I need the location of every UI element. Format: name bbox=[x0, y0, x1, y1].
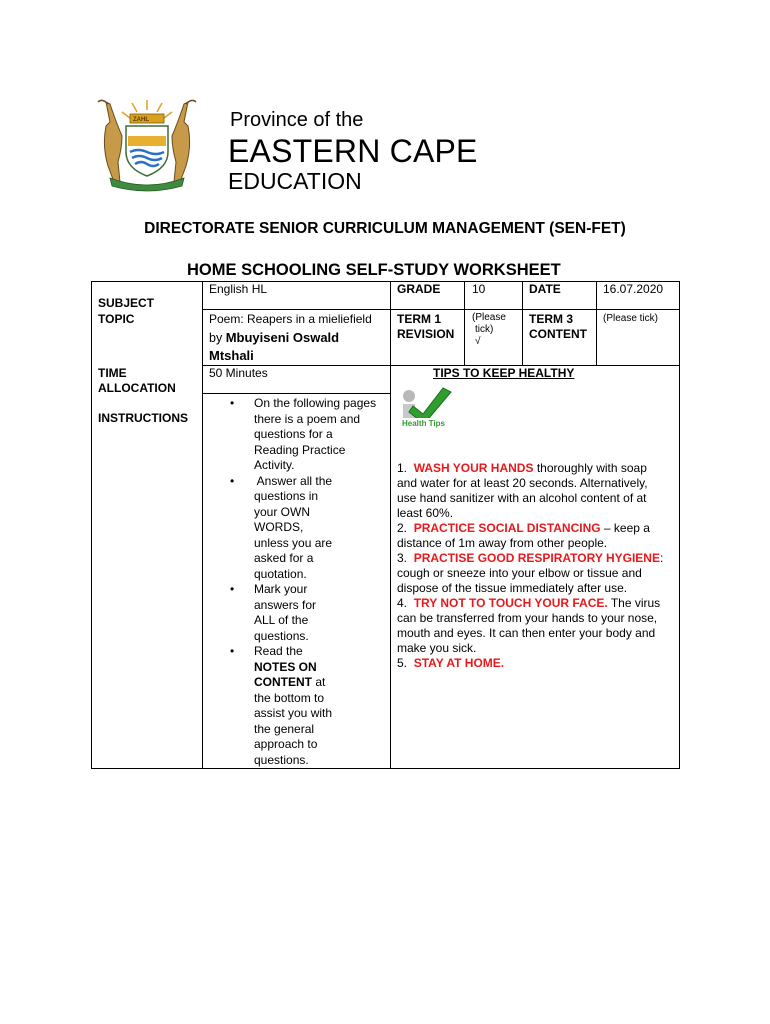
tip-text: cough or sneeze into your elbow or tissue and dispose of the tissue immediately after use. bbox=[397, 566, 642, 595]
instruction-line: • On the following pages bbox=[254, 396, 377, 410]
instruction-line: asked for a bbox=[254, 551, 314, 565]
date-label: DATE bbox=[529, 282, 561, 296]
instruction-line: • Read the bbox=[254, 644, 303, 658]
instruction-item bbox=[230, 474, 380, 583]
instruction-line: • Mark your bbox=[254, 582, 308, 596]
subject-label: SUBJECT bbox=[98, 296, 155, 310]
instruction-bold-text: CONTENT bbox=[254, 675, 312, 689]
instruction-line: quotation. bbox=[254, 566, 307, 581]
instruction-line: ALL of the bbox=[254, 613, 309, 627]
instructions-list bbox=[230, 396, 380, 768]
tip-highlight: WASH YOUR HANDS bbox=[413, 461, 534, 475]
province-of-text: Province of the bbox=[230, 109, 364, 131]
instruction-line: WORDS, bbox=[254, 520, 304, 534]
topic-author-last: Mtshali bbox=[209, 348, 254, 363]
instruction-line: the general bbox=[254, 721, 315, 736]
tip-highlight: PRACTISE GOOD RESPIRATORY HYGIENE bbox=[413, 551, 660, 565]
topic-author-line bbox=[209, 330, 339, 347]
term1-line1: TERM 1 bbox=[397, 312, 442, 326]
tips-heading: TIPS TO KEEP HEALTHY bbox=[433, 366, 575, 380]
education-heading: EDUCATION bbox=[228, 168, 362, 194]
instruction-line: unless you are bbox=[254, 535, 333, 550]
topic-value: Poem: Reapers in a mieliefield bbox=[209, 312, 372, 326]
term3-line1: TERM 3 bbox=[529, 312, 574, 326]
health-tips-badge-text: Health Tips bbox=[402, 419, 445, 428]
tip-number: 5. bbox=[397, 656, 414, 670]
instruction-line: the bottom to bbox=[254, 690, 325, 705]
instruction-line: questions. bbox=[254, 752, 309, 767]
term1-tick-mark: √ bbox=[475, 336, 481, 347]
instruction-line-bold: NOTES ON bbox=[254, 659, 317, 674]
tip-item bbox=[397, 521, 669, 551]
tip-highlight: PRACTICE SOCIAL DISTANCING bbox=[413, 521, 601, 535]
instructions-label: INSTRUCTIONS bbox=[98, 411, 188, 425]
date-value: 16.07.2020 bbox=[603, 282, 664, 296]
instruction-line: assist you with bbox=[254, 706, 333, 720]
instruction-line: • Answer all the bbox=[254, 473, 333, 488]
grade-value: 10 bbox=[472, 282, 486, 296]
tip-item bbox=[397, 551, 669, 596]
tip-item bbox=[397, 656, 669, 671]
tip-colon: : bbox=[659, 551, 664, 565]
instruction-line: questions for a bbox=[254, 427, 333, 441]
topic-author-first: Mbuyiseni Oswald bbox=[225, 330, 340, 345]
instruction-text: at bbox=[312, 675, 326, 689]
tip-number: 1. bbox=[397, 461, 414, 475]
instruction-item bbox=[230, 582, 380, 644]
tip-highlight: TRY NOT TO TOUCH YOUR FACE. bbox=[413, 596, 608, 610]
instruction-line: answers for bbox=[254, 597, 317, 612]
tip-highlight: STAY AT HOME. bbox=[413, 656, 505, 670]
instruction-item bbox=[230, 644, 380, 768]
instruction-line bbox=[254, 675, 380, 691]
instruction-line: Reading Practice bbox=[254, 442, 346, 457]
term1-line2: REVISION bbox=[397, 327, 455, 341]
health-tips-badge-icon bbox=[397, 384, 457, 430]
term1-tick-line1: (Please bbox=[472, 312, 506, 323]
tip-item bbox=[397, 596, 669, 656]
instruction-line: there is a poem and bbox=[254, 411, 361, 426]
health-tips-list bbox=[397, 461, 669, 671]
tip-number: 4. bbox=[397, 596, 414, 610]
time-label-line2: ALLOCATION bbox=[98, 381, 176, 395]
instruction-line: questions in bbox=[254, 489, 319, 503]
topic-label: TOPIC bbox=[98, 312, 135, 326]
term1-tick-line2: tick) bbox=[475, 324, 494, 335]
grade-label: GRADE bbox=[397, 282, 441, 296]
eastern-cape-heading: EASTERN CAPE bbox=[228, 133, 478, 169]
instruction-line: Activity. bbox=[254, 458, 295, 472]
term3-tick: (Please tick) bbox=[603, 313, 659, 324]
tip-text: thoroughly with soap and water for at least 20 seconds. Alternatively, use hand sanitizer with an alcohol content of at least 60%. bbox=[397, 461, 648, 520]
topic-by-text: by bbox=[209, 331, 223, 345]
tip-number: 3. bbox=[397, 551, 414, 565]
time-value: 50 Minutes bbox=[209, 366, 268, 380]
instruction-item bbox=[230, 396, 380, 474]
worksheet-title: HOME SCHOOLING SELF-STUDY WORKSHEET bbox=[187, 261, 561, 279]
tip-text: The virus can be transferred from your hands to your nose, mouth and eyes. It can then enter your body and make you sick. bbox=[397, 596, 661, 655]
tip-text: – keep a distance of 1m away from other people. bbox=[397, 521, 650, 550]
instruction-line: your OWN bbox=[254, 504, 311, 519]
instruction-line: approach to bbox=[254, 737, 318, 751]
subject-value: English HL bbox=[209, 282, 268, 296]
coat-of-arms-logo bbox=[92, 96, 202, 192]
tip-item bbox=[397, 461, 669, 521]
instruction-line: questions. bbox=[254, 628, 309, 643]
time-label-line1: TIME bbox=[98, 366, 127, 380]
tip-number: 2. bbox=[397, 521, 414, 535]
crest-lettering: ZAHL bbox=[133, 117, 149, 123]
directorate-heading: DIRECTORATE SENIOR CURRICULUM MANAGEMENT (SEN-FET) bbox=[144, 220, 626, 237]
term3-line2: CONTENT bbox=[529, 327, 587, 341]
